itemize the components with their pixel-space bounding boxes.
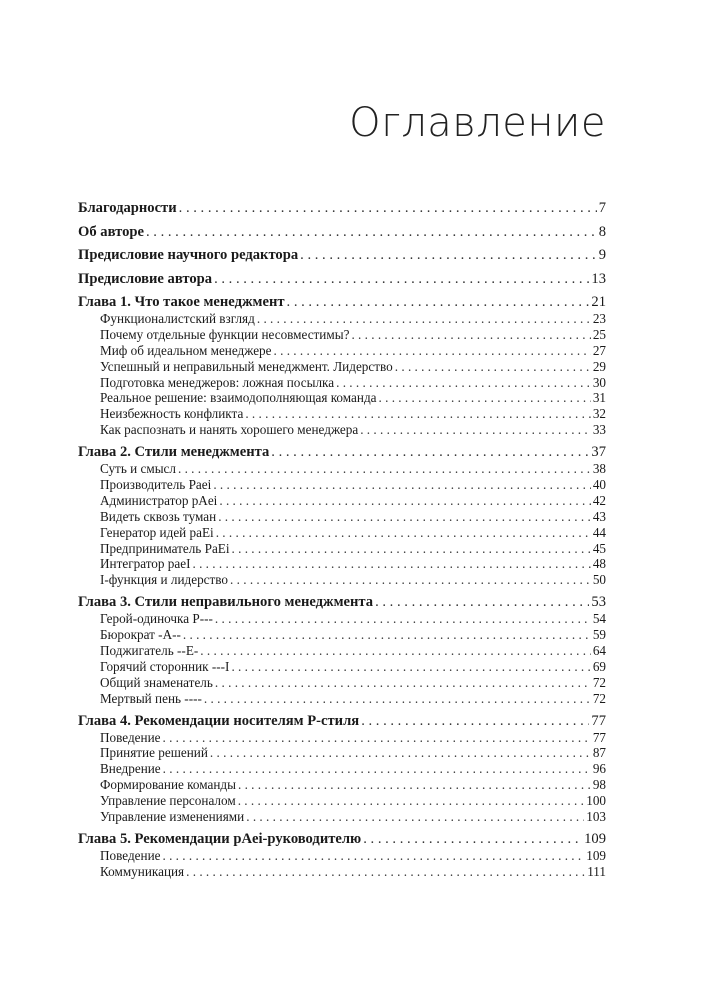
toc-section-label: Поджигатель --E- [100, 643, 199, 659]
toc-section[interactable] [78, 675, 606, 691]
toc-section-page: 54 [592, 611, 606, 627]
toc-section-label: Производитель Paei [100, 477, 212, 493]
leader-dots [379, 390, 591, 406]
leader-dots [214, 271, 589, 288]
toc-section-label: Внедрение [100, 761, 161, 777]
toc-section-page: 72 [592, 674, 606, 690]
toc-entry[interactable] [78, 200, 606, 217]
toc-section-page: 77 [592, 729, 606, 745]
toc-section[interactable] [78, 541, 606, 557]
toc-section-label: Суть и смысл [100, 461, 176, 477]
toc-section[interactable] [78, 477, 606, 493]
toc-section-page: 40 [592, 477, 606, 493]
toc-section[interactable] [78, 777, 606, 793]
toc-section-label: Администратор pAei [100, 492, 218, 508]
leader-dots [246, 809, 584, 825]
toc-section-label: Миф об идеальном менеджере [100, 342, 272, 358]
toc-section-page: 29 [592, 358, 606, 374]
toc-section-page: 25 [592, 326, 606, 342]
toc-section-label: Генератор идей paEi [100, 524, 214, 540]
toc-section-page: 109 [586, 847, 606, 863]
toc-section-page: 38 [592, 461, 606, 477]
toc-entry-page: 8 [598, 223, 606, 240]
leader-dots [192, 556, 590, 572]
toc-section-page: 59 [592, 627, 606, 643]
toc-section-label: Формирование команды [100, 777, 236, 793]
toc-section[interactable] [78, 390, 606, 406]
leader-dots [257, 311, 591, 327]
toc-section-label: Поведение [100, 729, 161, 745]
toc-section-page: 50 [592, 572, 606, 588]
toc-chapter-label: Глава 2. Стили менеджмента [78, 444, 270, 461]
toc-chapter-page: 37 [591, 444, 606, 461]
toc-section-label: Предприниматель PaEi [100, 540, 230, 556]
toc-section[interactable] [78, 422, 606, 438]
toc-section-page: 23 [592, 311, 606, 326]
toc-section-label: Функционалистский взгляд [100, 311, 255, 326]
leader-dots [216, 525, 591, 541]
toc-section-label: Мертвый пень ---- [100, 690, 202, 706]
toc-section-label: Почему отдельные функции несовместимы? [100, 326, 350, 342]
toc-section-page: 69 [592, 658, 606, 674]
toc-chapter-page: 109 [584, 830, 606, 847]
toc-section-label: Реальное решение: взаимодополняющая команда [100, 390, 377, 406]
toc-section-label: I-функция и лидерство [100, 572, 229, 588]
toc-section-label: Интегратор paeI [100, 556, 191, 572]
leader-dots [232, 541, 591, 557]
toc-section[interactable] [78, 643, 606, 659]
toc-section[interactable] [78, 611, 606, 627]
leader-dots [146, 224, 597, 241]
toc-section[interactable] [78, 556, 606, 572]
toc-section[interactable] [78, 659, 606, 675]
toc-entry-page: 9 [598, 247, 606, 263]
toc-section-label: Горячий сторонник ---I [100, 658, 230, 674]
toc-entry[interactable] [78, 271, 606, 288]
toc-section-label: Коммуникация [100, 863, 185, 879]
toc-chapter[interactable] [78, 294, 606, 311]
leader-dots [219, 493, 590, 509]
toc-entry[interactable] [78, 247, 606, 264]
toc-chapter[interactable] [78, 594, 606, 611]
toc-section-page: 42 [592, 492, 606, 508]
toc-section[interactable] [78, 745, 606, 761]
toc-section[interactable] [78, 493, 606, 509]
toc-section-page: 87 [592, 745, 606, 761]
toc-section-page: 48 [592, 556, 606, 572]
toc-section-page: 72 [592, 690, 606, 706]
toc-chapter-label: Глава 3. Стили неправильного менеджмента [78, 594, 374, 611]
toc-section[interactable] [78, 461, 606, 477]
toc-section-label: Бюрократ -A-- [100, 627, 181, 643]
toc-section[interactable] [78, 359, 606, 375]
toc-chapter-label: Глава 4. Рекомендации носителям P-стиля [78, 712, 360, 729]
toc-section[interactable] [78, 793, 606, 809]
leader-dots [361, 713, 589, 730]
toc-section-label: Видеть сквозь туман [100, 508, 217, 524]
toc-section-page: 103 [586, 809, 606, 825]
toc-section-label: Принятие решений [100, 745, 208, 761]
leader-dots [162, 730, 590, 746]
toc-section-page: 43 [592, 508, 606, 524]
toc-entry-label: Об авторе [78, 223, 144, 240]
leader-dots [363, 831, 582, 848]
leader-dots [178, 461, 591, 477]
leader-dots [300, 247, 597, 264]
leader-dots [183, 627, 591, 643]
toc-section[interactable] [78, 509, 606, 525]
toc-section-page: 27 [592, 342, 606, 358]
toc-section[interactable] [78, 327, 606, 343]
toc-chapter[interactable] [78, 713, 606, 730]
leader-dots [230, 572, 591, 588]
toc-chapter-page: 53 [591, 594, 606, 611]
leader-dots [210, 745, 591, 761]
leader-dots [360, 422, 591, 438]
leader-dots [238, 777, 591, 793]
toc-section-page: 44 [592, 524, 606, 540]
toc-section-label: Успешный и неправильный менеджмент. Лидерство [100, 358, 393, 374]
leader-dots [162, 848, 584, 864]
toc-entry[interactable] [78, 224, 606, 241]
toc-section[interactable] [78, 864, 606, 880]
leader-dots [163, 761, 591, 777]
leader-dots [186, 864, 585, 880]
leader-dots [238, 793, 585, 809]
toc-section[interactable] [78, 375, 606, 391]
toc-chapter[interactable] [78, 831, 606, 848]
toc-section-label: Управление изменениями [100, 809, 245, 825]
toc-entry-label: Предисловие научного редактора [78, 247, 299, 263]
leader-dots [179, 200, 597, 217]
toc-section[interactable] [78, 761, 606, 777]
toc-section[interactable] [78, 848, 606, 864]
toc-section[interactable] [78, 572, 606, 588]
toc-section[interactable] [78, 691, 606, 707]
toc-entry-page: 7 [598, 200, 606, 216]
leader-dots [218, 509, 591, 525]
leader-dots [213, 477, 591, 493]
table-of-contents [78, 200, 606, 880]
leader-dots [245, 406, 591, 422]
toc-section-page: 100 [586, 793, 606, 809]
toc-section[interactable] [78, 627, 606, 643]
toc-section-page: 64 [592, 643, 606, 659]
leader-dots [351, 327, 590, 343]
toc-section[interactable] [78, 406, 606, 422]
toc-section[interactable] [78, 343, 606, 359]
toc-section-page: 31 [592, 390, 606, 406]
toc-chapter[interactable] [78, 444, 606, 461]
leader-dots [271, 444, 589, 461]
toc-section[interactable] [78, 809, 606, 825]
toc-section-label: Подготовка менеджеров: ложная посылка [100, 374, 335, 390]
toc-section-label: Поведение [100, 847, 161, 863]
toc-entry-page: 13 [591, 270, 606, 287]
toc-section-label: Герой-одиночка P--- [100, 611, 213, 627]
toc-section-label: Управление персоналом [100, 793, 236, 809]
toc-section-page: 111 [587, 863, 606, 879]
toc-chapter-label: Глава 5. Рекомендации pAei-руководителю [78, 830, 362, 847]
page-title: Оглавление [349, 100, 606, 146]
toc-chapter-label: Глава 1. Что такое менеджмент [78, 294, 285, 310]
toc-chapter-page: 21 [591, 294, 606, 310]
leader-dots [336, 375, 591, 391]
toc-section-label: Как распознать и нанять хорошего менеджера [100, 422, 359, 438]
leader-dots [200, 643, 591, 659]
toc-section[interactable] [78, 730, 606, 746]
toc-section-page: 30 [592, 374, 606, 390]
toc-section-page: 32 [592, 406, 606, 422]
leader-dots [395, 359, 591, 375]
leader-dots [204, 691, 591, 707]
leader-dots [231, 659, 590, 675]
toc-section-label: Неизбежность конфликта [100, 406, 244, 422]
leader-dots [375, 594, 589, 611]
toc-section[interactable] [78, 311, 606, 327]
toc-section-page: 96 [592, 761, 606, 777]
toc-section-page: 33 [592, 422, 606, 438]
toc-entry-label: Предисловие автора [78, 270, 213, 287]
toc-section-page: 45 [592, 540, 606, 556]
leader-dots [287, 294, 590, 311]
toc-section-page: 98 [592, 777, 606, 793]
toc-chapter-page: 77 [591, 712, 606, 729]
toc-section[interactable] [78, 525, 606, 541]
leader-dots [215, 675, 591, 691]
toc-section-label: Общий знаменатель [100, 674, 213, 690]
toc-entry-label: Благодарности [78, 200, 177, 216]
leader-dots [215, 611, 591, 627]
leader-dots [274, 343, 591, 359]
